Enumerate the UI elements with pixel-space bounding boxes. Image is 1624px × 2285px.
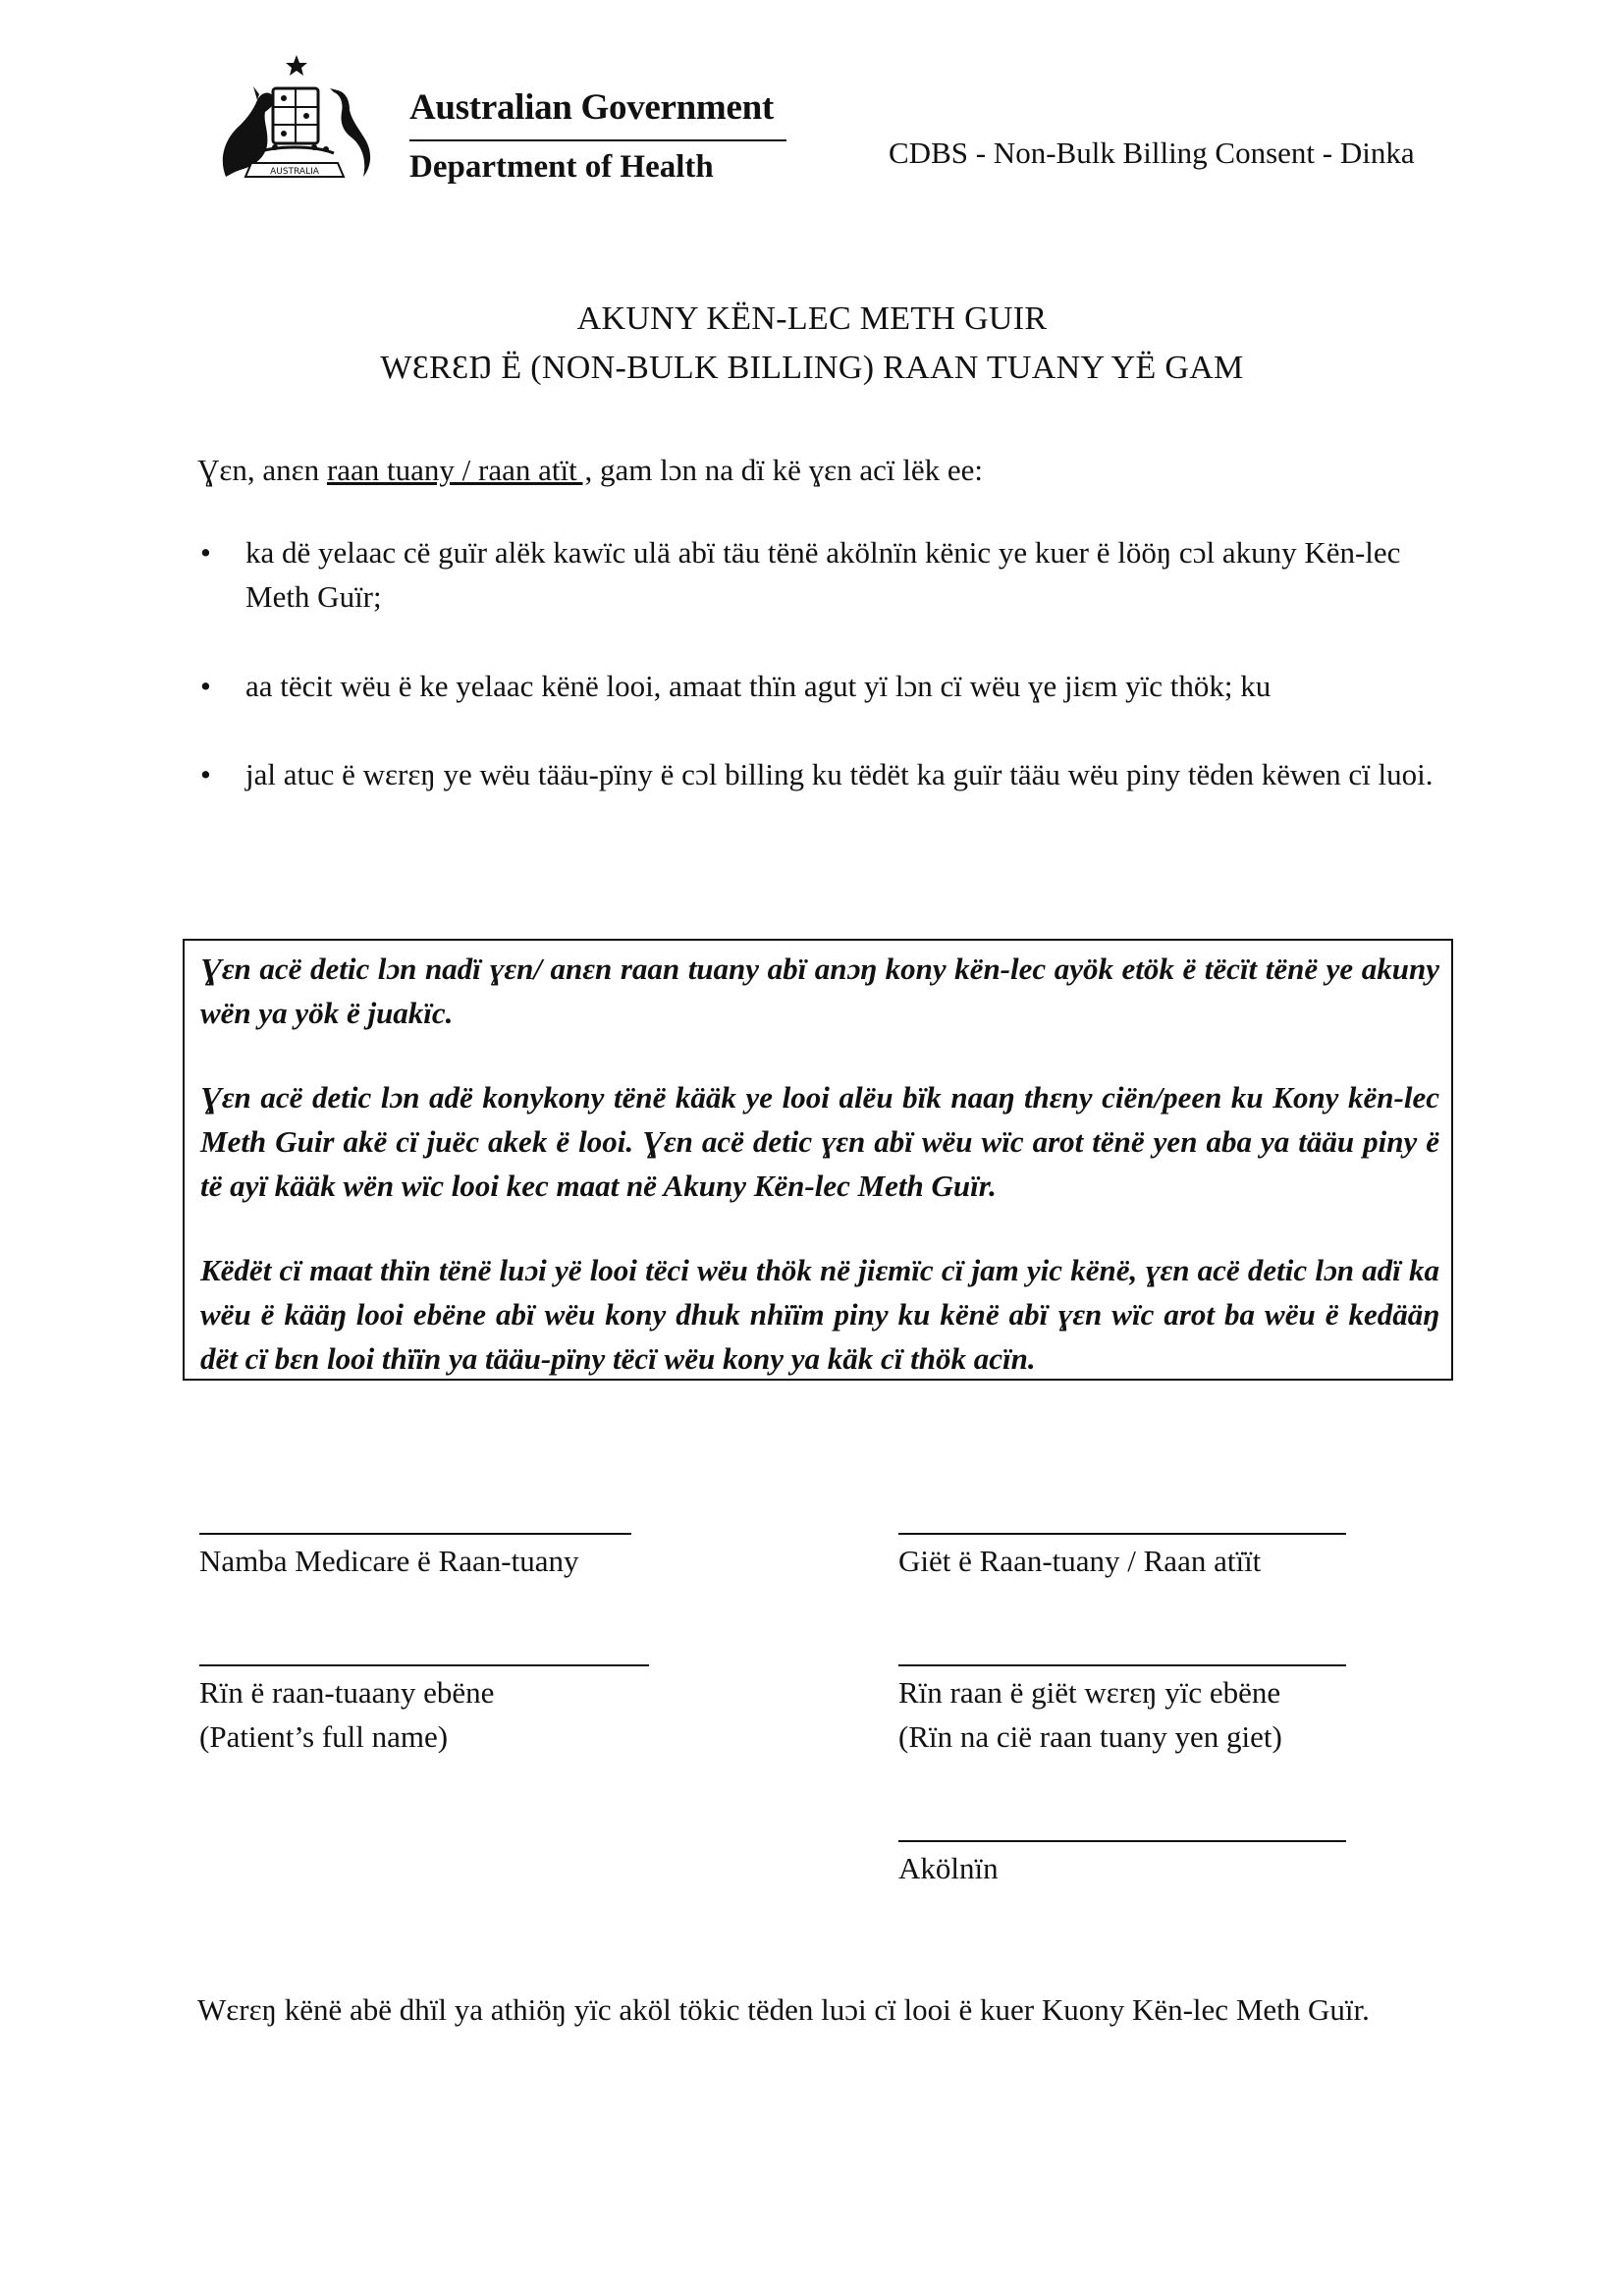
form-identifier: CDBS - Non-Bulk Billing Consent - Dinka	[889, 136, 1415, 170]
patient-name-label: Rïn ë raan-tuaany ebëne	[199, 1675, 495, 1710]
crest-scroll-label: AUSTRALIA	[270, 167, 319, 177]
bullet-icon: •	[200, 535, 211, 570]
patient-name-english: (Patient’s full name)	[199, 1719, 449, 1754]
list-item-text: aa tëcit wëu ë ke yelaac kënë looi, amaat thïn agut yï lɔn cï wëu ɣe jiɛm yïc thök; ku	[245, 669, 1272, 703]
signer-name-label: Rïn raan ë giët wɛrɛŋ yïc ebëne	[898, 1675, 1281, 1710]
page-subtitle: WƐRƐŊ Ë (NON-BULK BILLING) RAAN TUANY YË GAM	[380, 350, 1244, 386]
medicare-number-line[interactable]	[199, 1533, 631, 1535]
intro-after: gam lɔn na dï kë ɣɛn acï lëk ee:	[592, 453, 983, 487]
acknowledgement-box	[183, 939, 1453, 1381]
intro-statement	[197, 448, 983, 492]
date-label: Akölnïn	[898, 1851, 999, 1885]
signature-label: Giët ë Raan-tuany / Raan atïït	[898, 1544, 1262, 1578]
signer-name-note: (Rïn na cië raan tuany yen giet)	[898, 1719, 1282, 1754]
footer-note: Wɛrɛŋ kënë abë dhïl ya athiöŋ yïc aköl tökic tëden luɔi cï looi ë kuer Kuony Kën-lec Meth Guïr.	[197, 1992, 1370, 2027]
medicare-number-label: Namba Medicare ë Raan-tuany	[199, 1544, 579, 1578]
page-title: AKUNY KËN-LEC METH GUIR	[576, 300, 1048, 337]
coat-of-arms-logo	[196, 51, 393, 193]
government-name: Australian Government	[409, 87, 774, 128]
list-item-text: jal atuc ë wɛrɛŋ ye wëu tääu-pïny ë cɔl billing ku tëdët ka guïr tääu wëu piny tëden këwen cï luoi.	[245, 757, 1434, 791]
bullet-icon: •	[200, 757, 211, 791]
list-item-text: ka dë yelaac cë guïr alëk kawïc ulä abï täu tënë akölnïn kënic ye kuer ë lööŋ cɔl akuny Kën-lec Meth Guïr;	[245, 535, 1401, 614]
notice-paragraph: Ɣɛn acë detic lɔn adë konykony tënë kääk ye looi alëu bïk naaŋ thɛny ciën/peen ku Kony kën-lec Meth Guir akë cï juëc akek ë looi. Ɣɛn acë detic ɣɛn abï wëu wïc arot tënë yen aba ya tääu piny ë të ayï kääk wën wïc looi kec maat në Akuny Kën-lec Meth Guïr.	[200, 1080, 1439, 1203]
signature-line[interactable]	[898, 1533, 1346, 1535]
notice-paragraph: Ɣɛn acë detic lɔn nadï ɣɛn/ anɛn raan tuany abï anɔŋ kony kën-lec ayök etök ë tëcït tënë ye akuny wën ya yök ë juakïc.	[200, 952, 1439, 1030]
signer-name-line[interactable]	[898, 1664, 1346, 1666]
date-line[interactable]	[898, 1840, 1346, 1842]
patient-name-line[interactable]	[199, 1664, 649, 1666]
header-divider	[409, 139, 786, 141]
intro-underlined-role: raan tuany / raan atït ,	[326, 453, 593, 487]
notice-paragraph: Këdët cï maat thïn tënë luɔi yë looi tëci wëu thök në jiɛmïc cï jam yic kënë, ɣɛn acë detic lɔn adï ka wëu ë kääŋ looi ebëne abï wëu kony dhuk nhïïm piny ku kënë abï ɣɛn wïc arot ba wëu ë kedääŋ dët cï bɛn looi thïïn ya tääu-pïny tëcï wëu kony ya käk cï thök acïn.	[200, 1253, 1439, 1376]
intro-before: Ɣɛn, anɛn	[197, 453, 327, 487]
department-name: Department of Health	[409, 149, 714, 185]
bullet-icon: •	[200, 669, 211, 703]
